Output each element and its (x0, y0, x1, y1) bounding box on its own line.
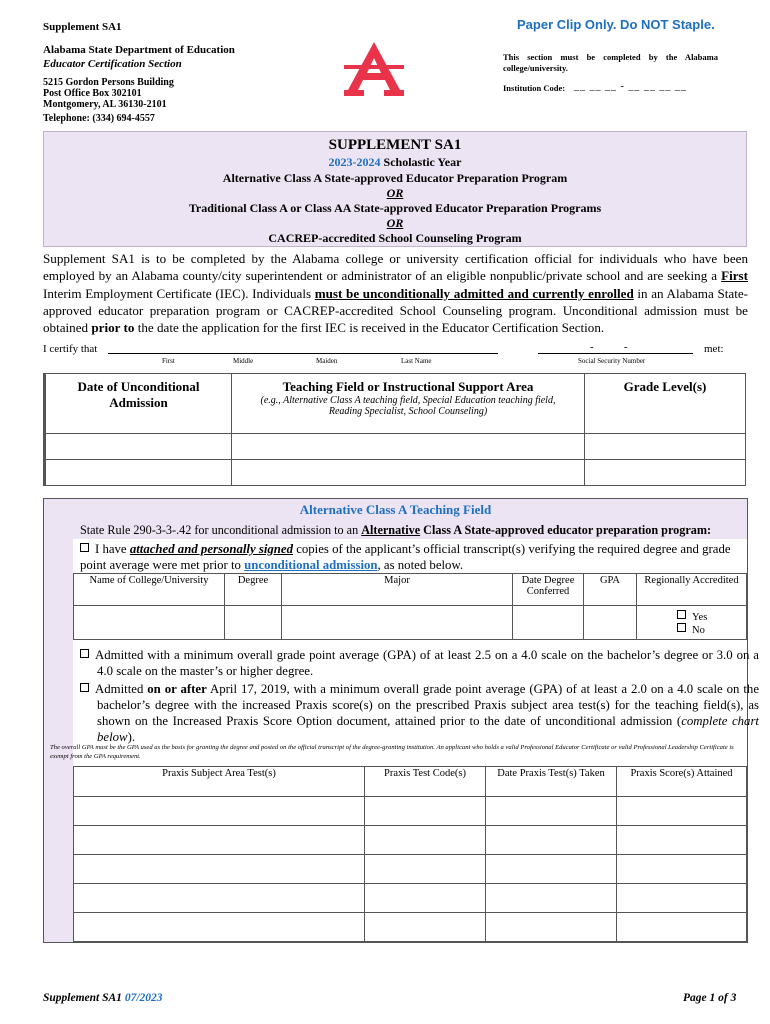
year-value: 2023-2024 (328, 155, 381, 169)
telephone: Telephone: (334) 694-4557 (43, 113, 155, 124)
praxis-code-cell[interactable] (365, 855, 486, 884)
state-rule: State Rule 290-3-3-.42 for unconditional admission to an Alternative Class A State-approved educator preparation program: (44, 521, 747, 539)
th-praxis-date: Date Praxis Test(s) Taken (486, 767, 617, 797)
first-label: First (162, 357, 175, 365)
praxis-code-cell[interactable] (365, 913, 486, 942)
praxis-date-cell[interactable] (486, 855, 617, 884)
date-cell[interactable] (45, 434, 232, 460)
section-sidebar (44, 521, 73, 942)
praxis-date-cell[interactable] (486, 913, 617, 942)
th-praxis-test: Praxis Subject Area Test(s) (74, 767, 365, 797)
last-name-label: Last Name (401, 357, 432, 365)
page-number: Page 1 of 3 (683, 992, 737, 1004)
degree-cell[interactable] (225, 606, 282, 640)
year-suffix: Scholastic Year (380, 155, 462, 169)
th-major: Major (282, 574, 513, 606)
transcript-check-item: I have attached and personally signed copies of the applicant’s official transcript(s) verifying the required degree and grade point average were met prior to unconditional admission, as noted below. (80, 542, 731, 572)
yes-label: Yes (692, 612, 708, 623)
program-line-1: Alternative Class A State-approved Educator Preparation Program (222, 171, 568, 185)
gpa-checkbox[interactable] (80, 649, 89, 658)
major-cell[interactable] (282, 606, 513, 640)
gpa-cell[interactable] (584, 606, 637, 640)
col-field-header: Teaching Field or Instructional Support Area (e.g., Alternative Class A teaching field, Special Education teaching field, Reading Specialist, School Counseling) (232, 374, 585, 434)
praxis-test-cell[interactable] (74, 855, 365, 884)
alsde-logo-icon (342, 40, 406, 100)
footer-label: Supplement SA1 07/2023 (43, 992, 163, 1004)
praxis-test-cell[interactable] (74, 826, 365, 855)
address-line-2: Post Office Box 302101 (43, 88, 142, 99)
grade-cell[interactable] (585, 460, 746, 486)
or-1: OR (386, 186, 404, 200)
praxis-test-cell[interactable] (74, 913, 365, 942)
praxis-checkbox[interactable] (80, 683, 89, 692)
institution-code-field[interactable]: __ __ __ - __ __ __ __ (574, 81, 687, 92)
praxis-date-cell[interactable] (486, 797, 617, 826)
th-date-conferred: Date Degree Conferred (513, 574, 584, 606)
ssn-label: Social Security Number (578, 357, 646, 365)
gpa-check-item: Admitted with a minimum overall grade point average (GPA) of at least 2.5 on a 4.0 scale on the bachelor’s degree or 3.0 on a 4.0 scale on the master’s or higher degree. (80, 647, 759, 679)
col-grade-header: Grade Level(s) (585, 374, 746, 434)
paper-clip-note: Paper Clip Only. Do NOT Staple. (517, 17, 715, 32)
field-cell[interactable] (232, 434, 585, 460)
transcript-checkbox[interactable] (80, 543, 89, 552)
unconditional-admission-link[interactable]: unconditional admission (244, 558, 378, 572)
praxis-score-cell[interactable] (617, 884, 747, 913)
address-line-1: 5215 Gordon Persons Building (43, 77, 174, 88)
admission-table (43, 373, 746, 486)
praxis-code-cell[interactable] (365, 797, 486, 826)
name-input-line[interactable] (108, 353, 498, 354)
praxis-score-cell[interactable] (617, 826, 747, 855)
praxis-check-item: Admitted on or after April 17, 2019, with a minimum overall grade point average (GPA) of at least a 2.0 on a 4.0 scale on the bachelor’s degree with the increased Praxis score(s) on the prescribed Praxis subject area test(s) for the teaching field(s), as shown on the Increased Praxis Score Option document, attained prior to the date of unconditional admission (complete chart below). (80, 681, 759, 745)
date-cell[interactable] (45, 460, 232, 486)
th-regionally-accredited: Regionally Accredited (637, 574, 747, 606)
section-name: Educator Certification Section (43, 58, 182, 70)
accredited-cell (637, 606, 747, 640)
praxis-date-cell[interactable] (486, 826, 617, 855)
praxis-score-cell[interactable] (617, 855, 747, 884)
praxis-score-cell[interactable] (617, 913, 747, 942)
th-praxis-code: Praxis Test Code(s) (365, 767, 486, 797)
praxis-date-cell[interactable] (486, 884, 617, 913)
praxis-code-cell[interactable] (365, 826, 486, 855)
gpa-footnote: The overall GPA must be the GPA used as the basis for granting the degree and posted on the official transcript of the degree-granting institution. An applicant who holds a valid Professional Educator Certificate or valid Professional Leadership Certificate is exempt from the GPA requirement. (50, 744, 734, 760)
praxis-test-cell[interactable] (74, 884, 365, 913)
certify-label: I certify that (43, 343, 98, 355)
middle-label: Middle (233, 357, 254, 365)
address-line-3: Montgomery, AL 36130-2101 (43, 99, 167, 110)
no-checkbox[interactable] (677, 623, 686, 632)
th-college: Name of College/University (74, 574, 225, 606)
form-title: SUPPLEMENT SA1 (328, 137, 462, 153)
field-cell[interactable] (232, 460, 585, 486)
praxis-code-cell[interactable] (365, 884, 486, 913)
th-praxis-score: Praxis Score(s) Attained (617, 767, 747, 797)
no-label: No (692, 625, 705, 636)
maiden-label: Maiden (316, 357, 338, 365)
yes-checkbox[interactable] (677, 610, 686, 619)
degree-table (73, 573, 747, 640)
ssn-input-line[interactable] (538, 353, 693, 354)
alternative-section (43, 498, 759, 943)
alternative-heading: Alternative Class A Teaching Field (44, 499, 747, 522)
college-cell[interactable] (74, 606, 225, 640)
scholastic-year (44, 155, 746, 170)
supplement-label: Supplement SA1 (43, 21, 122, 33)
praxis-score-cell[interactable] (617, 797, 747, 826)
title-box (43, 131, 747, 247)
col-date-header: Date of Unconditional Admission (45, 374, 232, 434)
college-note: This section must be completed by the Alabama college/university. (503, 52, 718, 73)
th-degree: Degree (225, 574, 282, 606)
date-conferred-cell[interactable] (513, 606, 584, 640)
intro-paragraph: Supplement SA1 is to be completed by the Alabama college or university certification official for individuals who have been employed by an Alabama county/city superintendent or administrator of an eligible nonpublic/private school and are seeking a First Interim Employment Certificate (IEC). Individuals must be unconditionally admitted and currently enrolled in an Alabama State-approved educator preparation program or CACREP-accredited School Counseling program. Unconditional admission must be obtained prior to the date the application for the first IEC is received in the Educator Certification Section. (43, 251, 748, 336)
praxis-test-cell[interactable] (74, 797, 365, 826)
dept-name: Alabama State Department of Education (43, 44, 235, 56)
praxis-table (73, 766, 747, 942)
institution-code-label: Institution Code: (503, 83, 566, 93)
met-label: met: (704, 343, 724, 355)
program-line-2: Traditional Class A or Class AA State-approved Educator Preparation Programs (188, 201, 602, 215)
th-gpa: GPA (584, 574, 637, 606)
grade-cell[interactable] (585, 434, 746, 460)
program-line-3: CACREP-accredited School Counseling Program (268, 231, 522, 245)
or-2: OR (386, 216, 404, 230)
ssn-dashes: - - (590, 341, 628, 353)
